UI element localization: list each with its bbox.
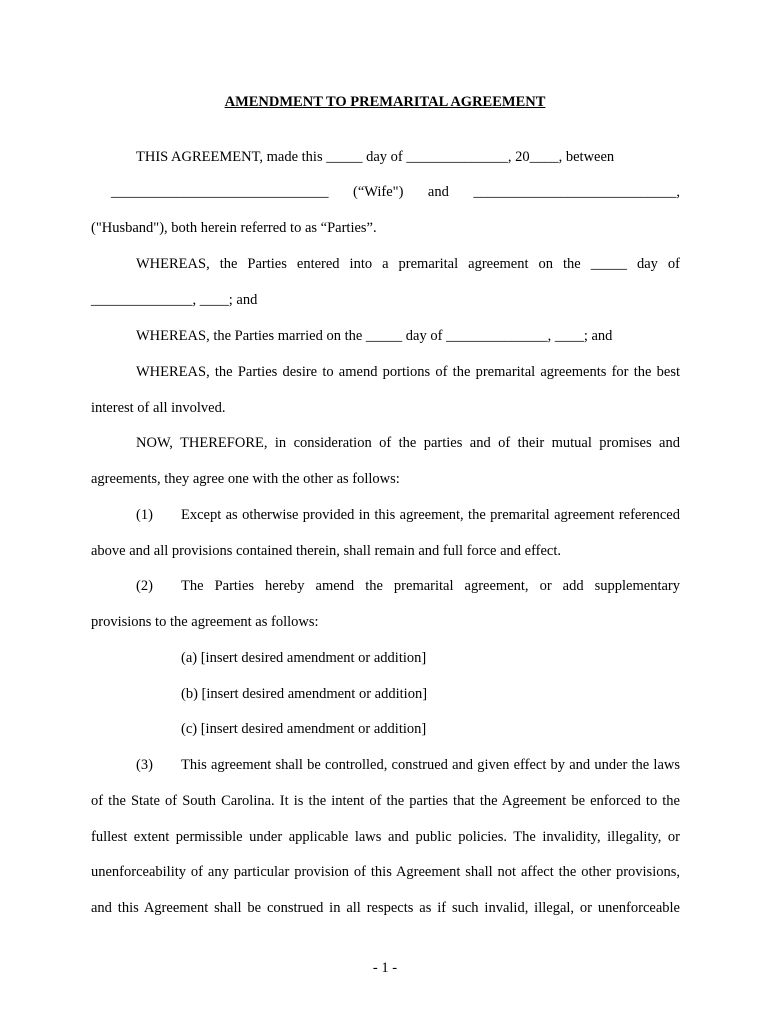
whereas-3-line-1: WHEREAS, the Parties desire to amend portions of the premarital agreements for the best bbox=[136, 364, 680, 380]
wife-label: (“Wife") bbox=[353, 184, 404, 200]
clause-2-text-1: The Parties hereby amend the premarital agreement, or add supplementary bbox=[181, 578, 680, 594]
opening-line: THIS AGREEMENT, made this _____ day of ______________, 20____, between bbox=[136, 149, 615, 165]
wife-name-blank: ______________________________ bbox=[111, 184, 329, 200]
clause-3-number: (3) bbox=[136, 757, 153, 773]
and-word: and bbox=[427, 184, 449, 200]
now-therefore-line-2: agreements, they agree one with the other as follows: bbox=[91, 471, 400, 487]
clause-3-line-1 bbox=[91, 755, 680, 775]
whereas-1-line-2: ______________, ____; and bbox=[91, 292, 258, 308]
subitem-b: (b) [insert desired amendment or addition] bbox=[181, 686, 428, 702]
clause-1-number: (1) bbox=[136, 507, 153, 523]
subitem-c: (c) [insert desired amendment or addition] bbox=[181, 721, 427, 737]
parties-line bbox=[111, 182, 680, 202]
clause-1-text-1: Except as otherwise provided in this agreement, the premarital agreement referenced bbox=[181, 507, 680, 523]
clause-2-line-1 bbox=[91, 576, 680, 596]
whereas-3-line-2: interest of all involved. bbox=[91, 400, 226, 416]
clause-1-line-2: above and all provisions contained therein, shall remain and full force and effect. bbox=[91, 543, 562, 559]
whereas-1-line-1: WHEREAS, the Parties entered into a premarital agreement on the _____ day of bbox=[136, 256, 680, 272]
now-therefore-line-1: NOW, THEREFORE, in consideration of the parties and of their mutual promises and bbox=[136, 435, 680, 451]
clause-2-line-2: provisions to the agreement as follows: bbox=[91, 614, 319, 630]
document-title: AMENDMENT TO PREMARITAL AGREEMENT bbox=[224, 94, 546, 110]
husband-line: ("Husband"), both herein referred to as “Parties”. bbox=[91, 220, 377, 236]
clause-3-line-3: fullest extent permissible under applicable laws and public policies. The invalidity, illegality, or bbox=[91, 829, 680, 845]
clause-3-line-5: and this Agreement shall be construed in all respects as if such invalid, illegal, or unenforceable bbox=[91, 900, 680, 916]
husband-name-blank: ____________________________, bbox=[473, 184, 680, 200]
subitem-a: (a) [insert desired amendment or addition] bbox=[181, 650, 427, 666]
clause-2-number: (2) bbox=[136, 578, 153, 594]
page-number: - 1 - bbox=[372, 960, 398, 976]
clause-3-text-1: This agreement shall be controlled, construed and given effect by and under the laws bbox=[181, 757, 680, 773]
clause-3-line-4: unenforceability of any particular provision of this Agreement shall not affect the other provisions, bbox=[91, 864, 680, 880]
clause-3-line-2: of the State of South Carolina. It is the intent of the parties that the Agreement be enforced to the bbox=[91, 793, 680, 809]
clause-1-line-1 bbox=[91, 505, 680, 525]
whereas-2: WHEREAS, the Parties married on the _____ day of ______________, ____; and bbox=[136, 328, 613, 344]
